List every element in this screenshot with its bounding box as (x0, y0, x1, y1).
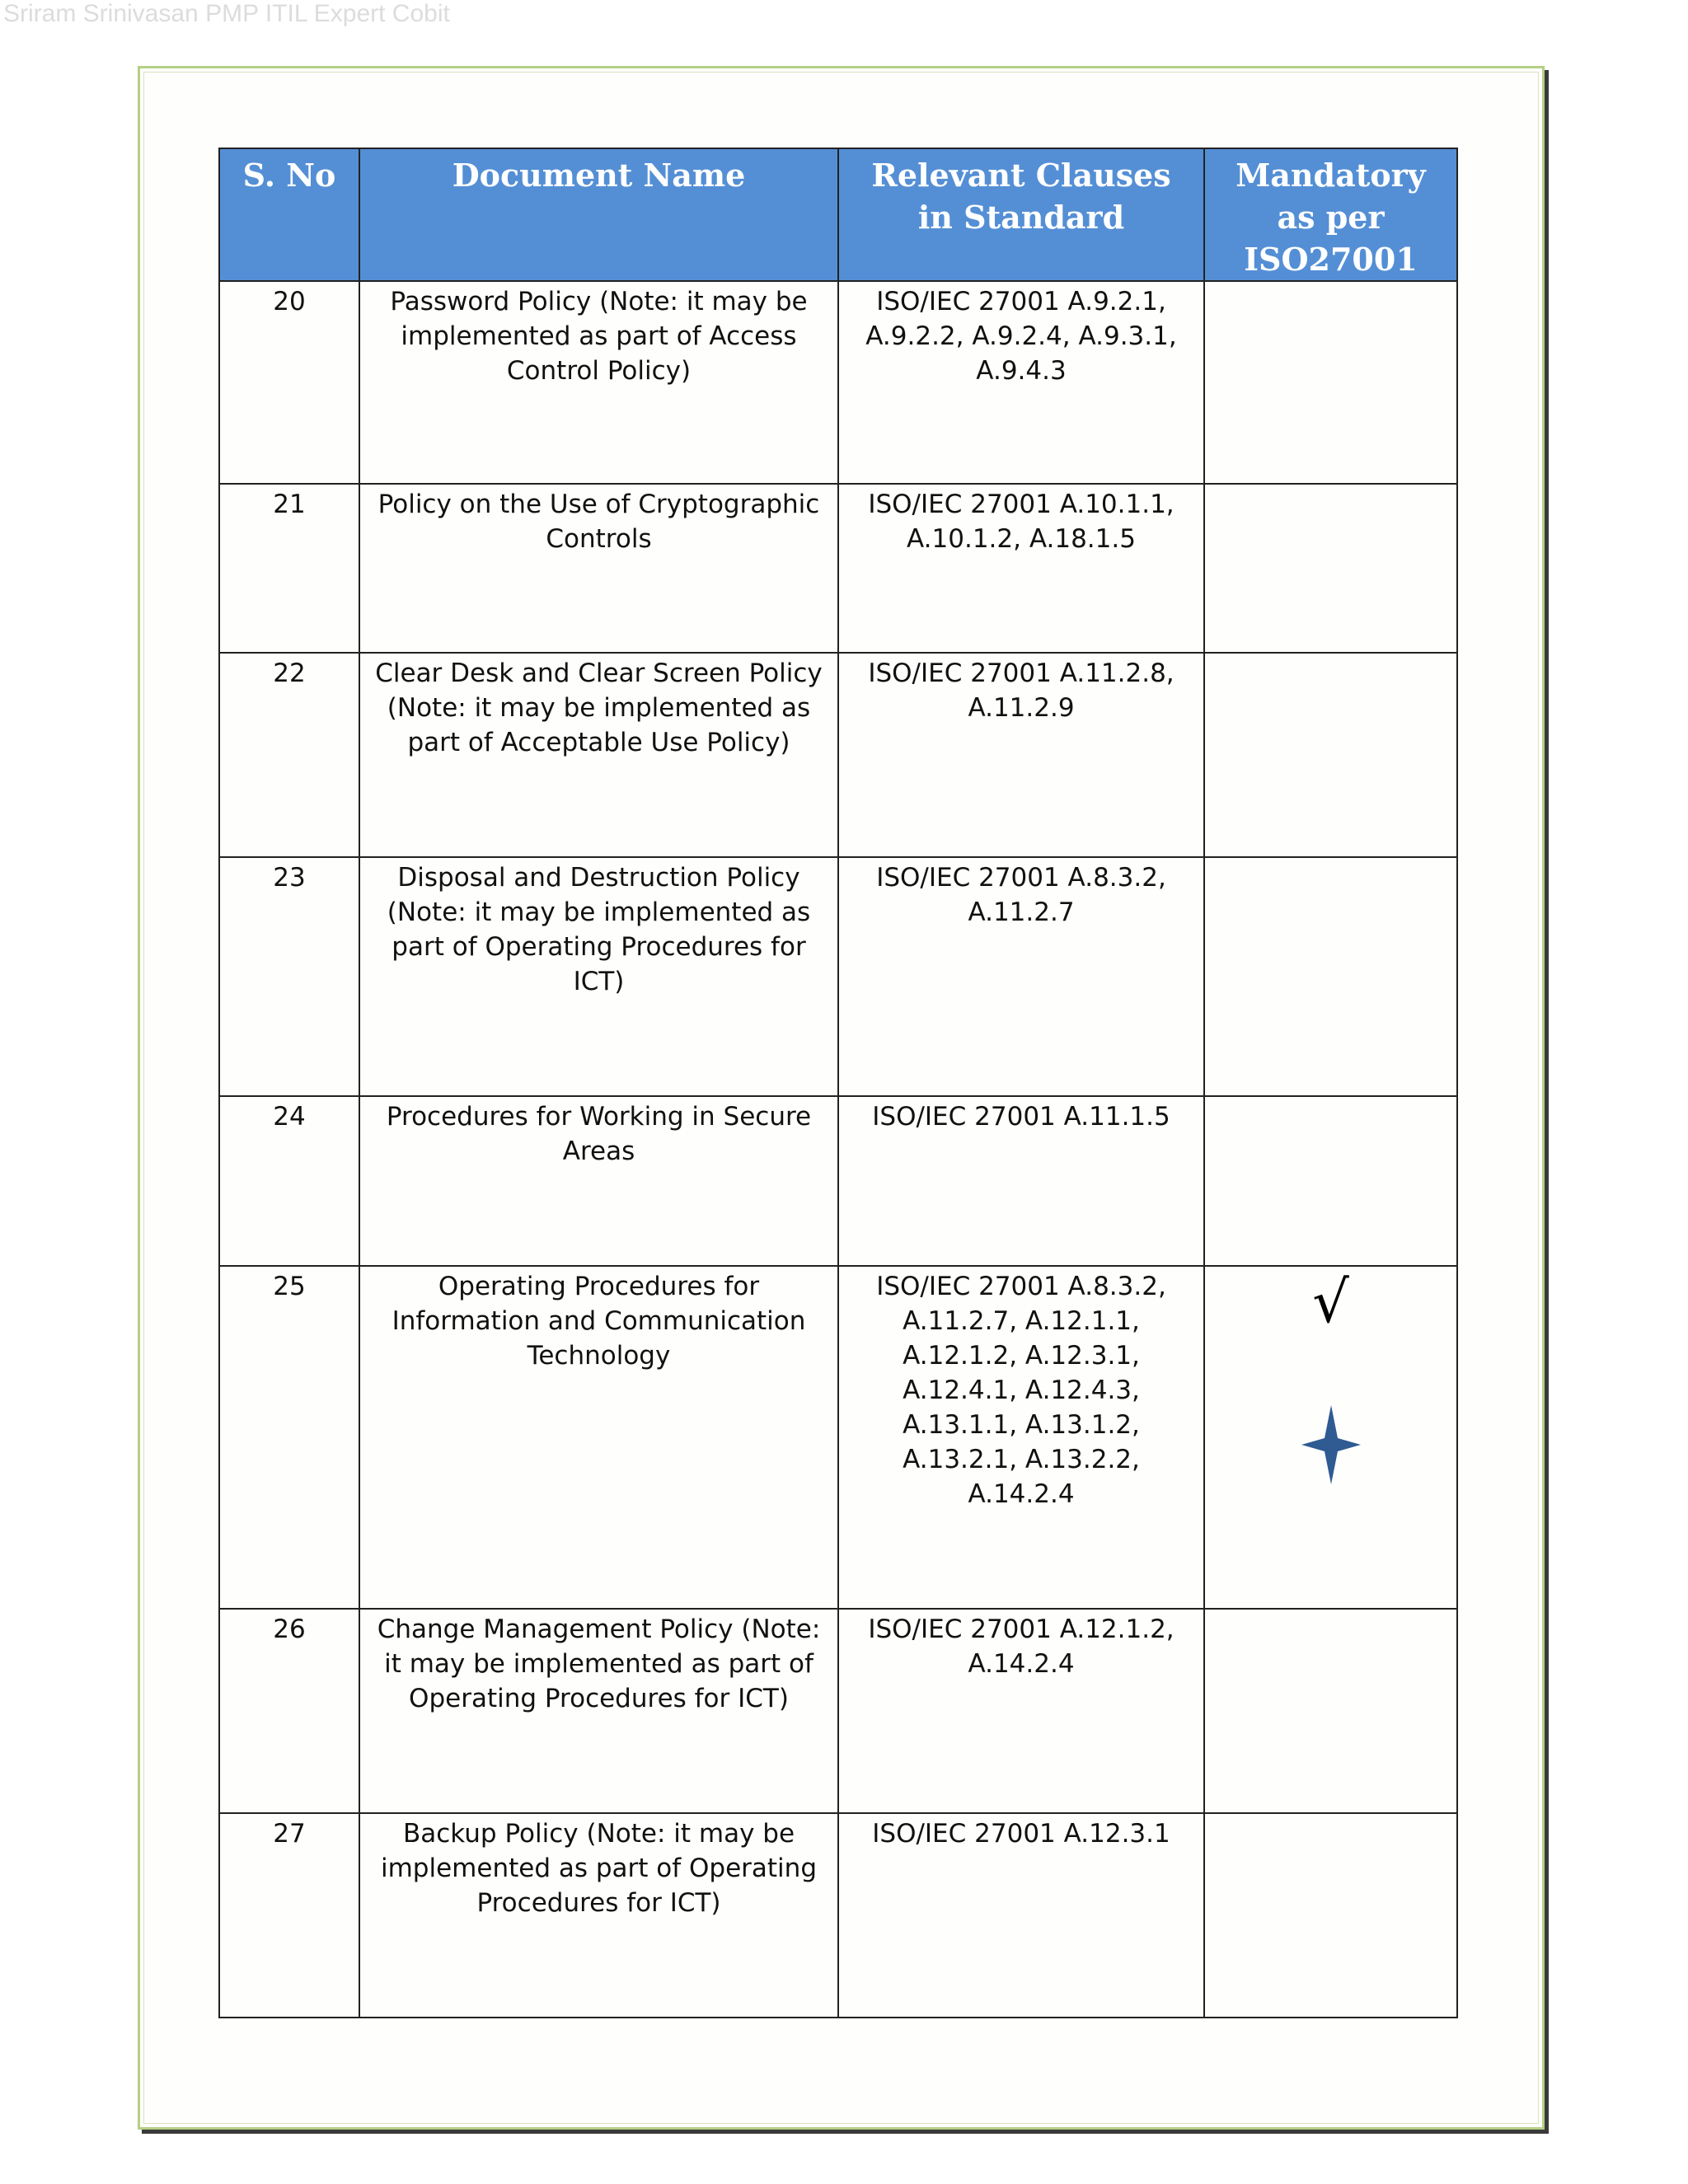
row-sno: 22 (219, 653, 359, 857)
row-document-name: Operating Procedures for Information and Communication Technology (359, 1266, 838, 1609)
row-mandatory (1204, 1096, 1457, 1266)
table-row (219, 1266, 1457, 1609)
row-clauses: ISO/IEC 27001 A.12.1.2, A.14.2.4 (838, 1609, 1204, 1813)
row-sno: 23 (219, 857, 359, 1096)
row-document-name: Password Policy (Note: it may be implemented as part of Access Control Policy) (359, 281, 838, 484)
table-row (219, 1609, 1457, 1813)
table-row (219, 281, 1457, 484)
row-sno: 27 (219, 1813, 359, 2018)
row-mandatory (1204, 857, 1457, 1096)
row-clauses: ISO/IEC 27001 A.8.3.2, A.11.2.7 (838, 857, 1204, 1096)
row-mandatory (1204, 281, 1457, 484)
table-row (219, 857, 1457, 1096)
row-sno: 24 (219, 1096, 359, 1266)
row-document-name: Policy on the Use of Cryptographic Controls (359, 484, 838, 653)
header-relevant-clauses: Relevant Clauses in Standard (838, 148, 1204, 281)
row-sno: 21 (219, 484, 359, 653)
table-row (219, 484, 1457, 653)
row-document-name: Procedures for Working in Secure Areas (359, 1096, 838, 1266)
row-mandatory (1204, 653, 1457, 857)
row-sno: 26 (219, 1609, 359, 1813)
row-mandatory (1204, 1266, 1457, 1609)
row-document-name: Clear Desk and Clear Screen Policy (Note: it may be implemented as part of Acceptable Use Policy) (359, 653, 838, 857)
row-clauses: ISO/IEC 27001 A.11.1.5 (838, 1096, 1204, 1266)
row-sno: 20 (219, 281, 359, 484)
document-table (218, 148, 1458, 2018)
row-clauses: ISO/IEC 27001 A.8.3.2, A.11.2.7, A.12.1.1, A.12.1.2, A.12.3.1, A.12.4.1, A.12.4.3, A.13.1.1, A.13.1.2, A.13.2.1, A.13.2.2, A.14.2.4 (838, 1266, 1204, 1609)
checkmark-icon: √ (1312, 1268, 1349, 1336)
table-row (219, 1096, 1457, 1266)
header-document-name: Document Name (359, 148, 838, 281)
row-mandatory (1204, 484, 1457, 653)
row-clauses: ISO/IEC 27001 A.9.2.1, A.9.2.2, A.9.2.4, A.9.3.1, A.9.4.3 (838, 281, 1204, 484)
table-row (219, 653, 1457, 857)
table-header-row (219, 148, 1457, 281)
row-clauses: ISO/IEC 27001 A.10.1.1, A.10.1.2, A.18.1.5 (838, 484, 1204, 653)
row-document-name: Disposal and Destruction Policy (Note: it may be implemented as part of Operating Procedures for ICT) (359, 857, 838, 1096)
watermark-text: Sriram Srinivasan PMP ITIL Expert Cobit (3, 0, 450, 27)
header-sno: S. No (219, 148, 359, 281)
row-document-name: Backup Policy (Note: it may be implemented as part of Operating Procedures for ICT) (359, 1813, 838, 2018)
row-document-name: Change Management Policy (Note: it may be implemented as part of Operating Procedures for ICT) (359, 1609, 838, 1813)
header-mandatory: Mandatory as per ISO27001 (1204, 148, 1457, 281)
four-point-star-icon (1301, 1405, 1361, 1484)
row-mandatory (1204, 1813, 1457, 2018)
row-clauses: ISO/IEC 27001 A.12.3.1 (838, 1813, 1204, 2018)
row-sno: 25 (219, 1266, 359, 1609)
table-row (219, 1813, 1457, 2018)
row-clauses: ISO/IEC 27001 A.11.2.8, A.11.2.9 (838, 653, 1204, 857)
row-mandatory (1204, 1609, 1457, 1813)
